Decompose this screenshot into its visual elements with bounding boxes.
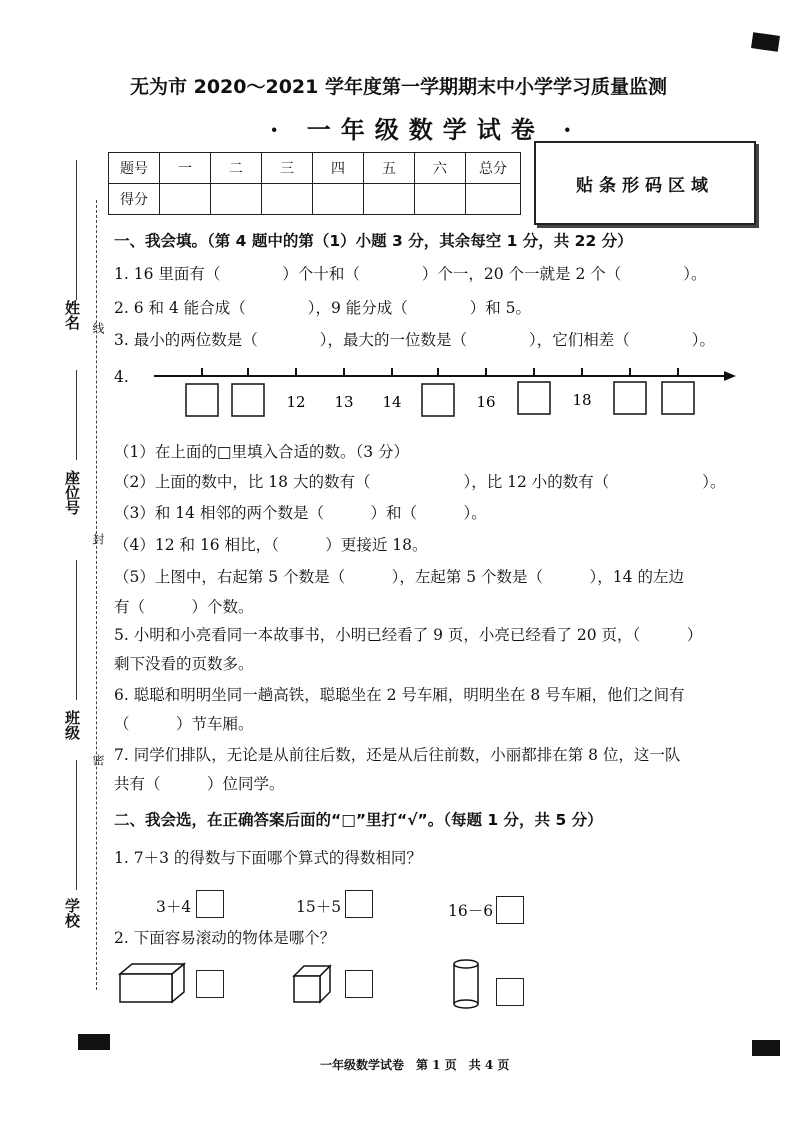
scan-marker-top-right	[751, 32, 780, 52]
answer-box[interactable]	[614, 382, 646, 414]
score-cell: 得分	[109, 184, 160, 215]
sidebar-label-name: 姓名	[63, 300, 81, 330]
score-cell: 六	[415, 153, 466, 184]
question-1-4-1: （1）在上面的□里填入合适的数。（3 分）	[114, 443, 410, 461]
cuboid-icon	[116, 962, 188, 1004]
scan-marker-bottom-right	[752, 1040, 780, 1056]
question-1-6b: （ ）节车厢。	[114, 715, 254, 733]
number-line-label: 13	[334, 393, 354, 411]
question-1-7b: 共有（ ）位同学。	[114, 775, 285, 793]
sidebar-mark-line: 线	[91, 322, 105, 334]
question-1-5b: 剩下没看的页数多。	[114, 655, 254, 673]
question-2-1: 1. 7＋3 的得数与下面哪个算式的得数相同？	[114, 849, 422, 867]
score-cell: 四	[313, 153, 364, 184]
score-cell: 二	[211, 153, 262, 184]
score-table-score-row	[109, 184, 521, 215]
barcode-area: 贴条形码区域	[534, 141, 756, 225]
sidebar-rule-name	[76, 160, 77, 300]
answer-checkbox[interactable]	[196, 970, 224, 998]
question-1-4-5b: 有（ ）个数。	[114, 598, 254, 616]
score-cell: 总分	[466, 153, 521, 184]
score-input-cell[interactable]	[415, 184, 466, 215]
question-1-4-3: （3）和 14 相邻的两个数是（ ）和（ ）。	[114, 504, 487, 522]
cylinder-icon	[452, 958, 480, 1010]
question-1-4-label: 4.	[114, 368, 129, 386]
score-table	[108, 152, 521, 215]
option-text: 16－6	[448, 902, 494, 920]
score-input-cell[interactable]	[466, 184, 521, 215]
score-table-header-row	[109, 153, 521, 184]
sidebar-label-school: 学校	[63, 898, 81, 928]
score-input-cell[interactable]	[313, 184, 364, 215]
answer-checkbox[interactable]	[345, 970, 373, 998]
question-1-7a: 7. 同学们排队，无论是从前往后数，还是从后往前数，小丽都排在第 8 位，这一队	[114, 746, 681, 764]
sidebar-rule-class	[76, 560, 77, 700]
question-1-5a: 5. 小明和小亮看同一本故事书，小明已经看了 9 页，小亮已经看了 20 页，（ ）	[114, 626, 703, 644]
sidebar-rule-school	[76, 760, 77, 890]
section-1-heading: 一、我会填。（第 4 题中的第（1）小题 3 分，其余每空 1 分，共 22 分）	[114, 232, 633, 250]
exam-title: 无为市 2020～2021 学年度第一学期期末中小学学习质量监测	[130, 76, 667, 98]
number-line-label: 12	[286, 393, 306, 411]
question-1-4-2: （2）上面的数中，比 18 大的数有（ ），比 12 小的数有（ ）。	[114, 473, 726, 491]
question-1-6a: 6. 聪聪和明明坐同一趟高铁，聪聪坐在 2 号车厢，明明坐在 8 号车厢，他们之间有	[114, 686, 685, 704]
answer-box[interactable]	[518, 382, 550, 414]
exam-subtitle: · 一年级数学试卷 ·	[270, 115, 582, 144]
number-line-ticks	[202, 368, 678, 376]
question-1-3: 3. 最小的两位数是（ ），最大的一位数是（ ），它们相差（ ）。	[114, 331, 715, 349]
question-1-4-4: （4）12 和 16 相比，（ ）更接近 18。	[114, 536, 428, 554]
question-1-4-5a: （5）上图中，右起第 5 个数是（ ），左起第 5 个数是（ ），14 的左边	[114, 568, 684, 586]
sidebar-rule-seat	[76, 370, 77, 460]
answer-box[interactable]	[232, 384, 264, 416]
score-input-cell[interactable]	[160, 184, 211, 215]
scan-marker-bottom-left	[78, 1034, 110, 1050]
answer-box[interactable]	[186, 384, 218, 416]
score-cell: 一	[160, 153, 211, 184]
answer-box[interactable]	[662, 382, 694, 414]
question-1-2: 2. 6 和 4 能合成（ ），9 能分成（ ）和 5。	[114, 299, 532, 317]
question-2-2: 2. 下面容易滚动的物体是哪个？	[114, 929, 336, 947]
number-line-arrow	[724, 371, 736, 381]
cube-icon	[292, 964, 334, 1004]
score-cell: 三	[262, 153, 313, 184]
page-footer: 一年级数学试卷 第 1 页 共 4 页	[320, 1058, 510, 1072]
score-input-cell[interactable]	[364, 184, 415, 215]
sidebar-mark-seal: 封	[91, 533, 105, 545]
binding-line	[96, 200, 97, 990]
answer-checkbox[interactable]	[196, 890, 224, 918]
score-cell: 题号	[109, 153, 160, 184]
answer-checkbox[interactable]	[496, 896, 524, 924]
number-line-label: 14	[382, 393, 402, 411]
number-line	[140, 358, 740, 424]
number-line-label: 18	[572, 391, 592, 409]
score-input-cell[interactable]	[262, 184, 313, 215]
score-input-cell[interactable]	[211, 184, 262, 215]
option-text: 15＋5	[296, 898, 342, 916]
question-1-1: 1. 16 里面有（ ）个十和（ ）个一，20 个一就是 2 个（ ）。	[114, 265, 707, 283]
option-text: 3＋4	[156, 898, 192, 916]
sidebar-label-class: 班级	[63, 710, 81, 740]
score-cell: 五	[364, 153, 415, 184]
section-2-heading: 二、我会选，在正确答案后面的“□”里打“√”。（每题 1 分，共 5 分）	[114, 811, 603, 829]
number-line-label: 16	[476, 393, 496, 411]
sidebar-label-seat: 座位号	[63, 470, 81, 515]
answer-box[interactable]	[422, 384, 454, 416]
sidebar-mark-secret: 密	[91, 754, 105, 766]
answer-checkbox[interactable]	[345, 890, 373, 918]
answer-checkbox[interactable]	[496, 978, 524, 1006]
